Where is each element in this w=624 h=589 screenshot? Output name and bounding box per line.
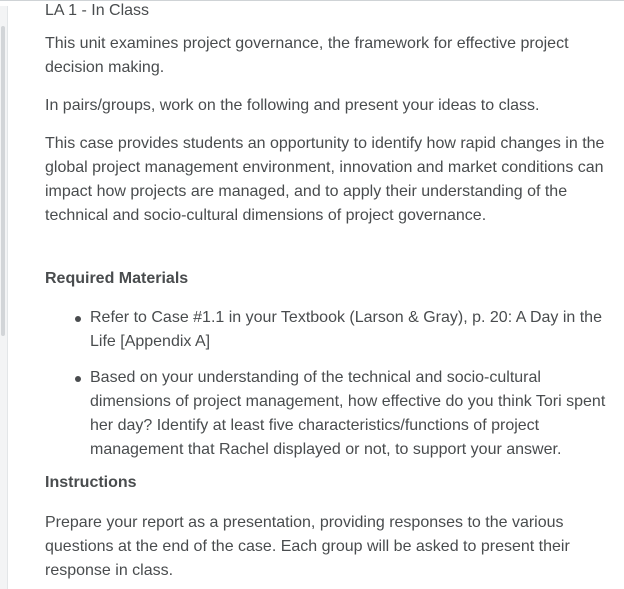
intro-paragraph-3: This case provides students an opportunity to identify how rapid changes in the global project management environment, innovation and market conditions can impact how projects are managed, and to apply their understanding of the technical and socio-cultural dimensions of project governance. (45, 135, 605, 224)
list-item-text: Refer to Case #1.1 in your Textbook (Larson & Gray), p. 20: A Day in the Life [Appendix A] (90, 309, 602, 350)
list-item-text: Based on your understanding of the technical and socio-cultural dimensions of project management, how effective do you think Tori spent her day? Identify at least five characteristics/functions of project management that Rachel displayed or not, to support your answer. (90, 369, 606, 458)
instructions-paragraph: Prepare your report as a presentation, providing responses to the various questions at the end of the case. Each group will be asked to present their response in class. (45, 514, 570, 579)
page-title: LA 1 - In Class (45, 2, 150, 19)
instructions-heading: Instructions (45, 474, 137, 491)
bullet-icon (75, 316, 81, 322)
required-materials-heading: Required Materials (45, 270, 189, 287)
list-item (45, 366, 615, 462)
left-scrollbar[interactable] (0, 6, 8, 589)
list-item (45, 306, 615, 354)
bullet-icon (75, 376, 81, 382)
scrollbar-thumb[interactable] (1, 26, 5, 336)
intro-paragraph-1: This unit examines project governance, the framework for effective project decision making. (45, 35, 569, 76)
required-materials-list (45, 306, 615, 474)
intro-paragraph-2: In pairs/groups, work on the following and present your ideas to class. (45, 97, 540, 114)
